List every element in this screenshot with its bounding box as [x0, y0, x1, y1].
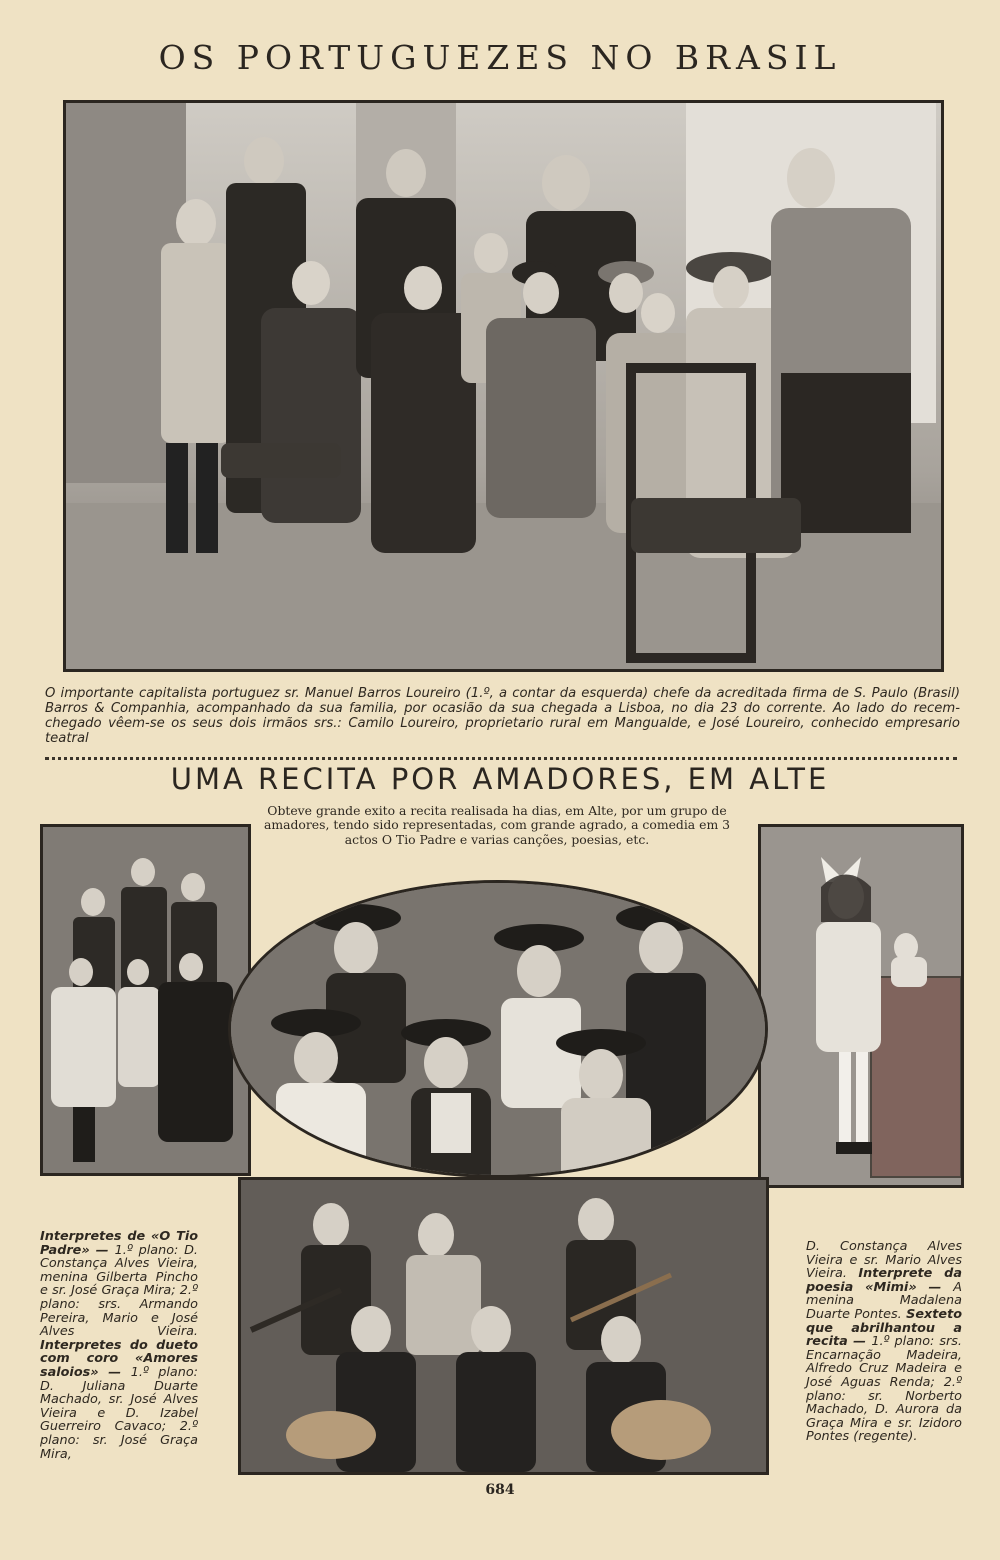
sextet-photo — [238, 1177, 769, 1475]
family-photo-illustration — [66, 103, 941, 669]
sextet-heading: Sexteto que abrilhantou a recita — — [806, 1306, 962, 1350]
amores-saloios-text: 1.º plano: D. Juliana Duarte Machado, sr. José Alves Vieira e D. Izabel Guerreiro Cavaco; 2.º plano: sr. José Graça Mira, — [40, 1364, 198, 1462]
tio-padre-cast-photo — [40, 824, 251, 1176]
mimi-recital-photo — [758, 824, 964, 1188]
amores-saloios-heading: Interpretes do dueto com coro «Amores saloios» — — [40, 1337, 198, 1380]
mimi-text: A menina Madalena Duarte Pontes. — [806, 1279, 962, 1322]
right-column-caption — [806, 1240, 962, 1444]
tio-padre-cast-illustration — [43, 827, 248, 1173]
section-title: UMA RECITA POR AMADORES, EM ALTE — [170, 762, 830, 796]
amores-saloios-cast-illustration — [231, 883, 765, 1175]
tio-padre-heading: Interpretes de «O Tio Padre» — — [40, 1229, 198, 1258]
left-column-caption — [40, 1230, 198, 1461]
mimi-heading: Interprete da poesia «Mimi» — — [806, 1266, 962, 1295]
sextet-text: 1.º plano: srs. Encarnação Madeira, Alfredo Cruz Madeira e José Aguas Renda; 2.º plano: sr. Norberto Machado, D. Aurora da Graça Mira e sr. Izidoro Pontes (regente). — [806, 1334, 962, 1445]
section-intro: Obteve grande exito a recita realisada ha dias, em Alte, por um grupo de amadores, tendo sido representadas, com grande agrado, a comedia em 3 actos O Tio Padre e varias canções, poesias, etc. — [263, 803, 731, 847]
amores-saloios-text-continued: D. Constança Alves Vieira e sr. Mario Alves Vieira. — [806, 1239, 962, 1282]
page-title: OS PORTUGUEZES NO BRASIL — [158, 38, 842, 77]
sextet-illustration — [241, 1180, 766, 1472]
family-photo — [63, 100, 944, 672]
tio-padre-text: 1.º plano: D. Constança Alves Vieira, menina Gilberta Pincho e sr. José Graça Mira; 2.º plano: srs. Armando Pereira, Mario e José Alves Vieira. — [40, 1242, 198, 1340]
amores-saloios-cast-photo — [228, 880, 768, 1178]
family-photo-caption: O importante capitalista portuguez sr. Manuel Barros Loureiro (1.º, a contar da esquerda) chefe da acreditada firma de S. Paulo (Brasil) Barros & Companhia, acompanhado da sua familia, por ocasião da sua chegada a Lisboa, no dia 23 do corrente. Ao lado do recem-chegado vêem-se os seus dois irmãos srs.: Camilo Loureiro, proprietario rural em Mangualde, e José Loureiro, conhecido empresario teatral — [45, 686, 960, 746]
dotted-divider — [45, 757, 957, 760]
page-number: 684 — [485, 1482, 515, 1498]
mimi-recital-illustration — [761, 827, 961, 1185]
